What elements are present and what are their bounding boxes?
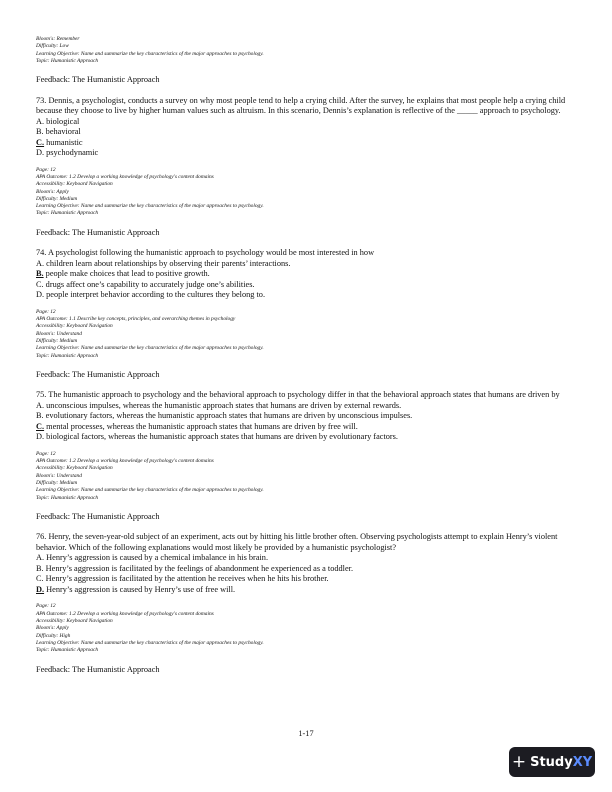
- meta-line: Accessibility: Keyboard Navigation: [36, 465, 113, 472]
- question-metadata: [36, 309, 576, 360]
- meta-line: Difficulty: Medium: [36, 195, 78, 202]
- option-d: D. people interpret behavior according to the cultures they belong to.: [36, 290, 266, 300]
- meta-line: Difficulty: High: [36, 632, 71, 639]
- meta-line: Topic: Humanistic Approach: [36, 352, 99, 359]
- meta-line: Difficulty: Medium: [36, 480, 78, 487]
- question-76: [36, 532, 576, 595]
- meta-line: Learning Objective: Name and summarize the key characteristics of the major approaches to psychology.: [36, 639, 264, 646]
- meta-line: APA Outcome: 1.2 Develop a working knowledge of psychology's content domains: [36, 458, 214, 465]
- option-c: C. Henry’s aggression is facilitated by the attention he receives when he hits his brother.: [36, 574, 329, 584]
- meta-line: APA Outcome: 1.2 Develop a working knowledge of psychology's content domains: [36, 173, 214, 180]
- feedback-line: Feedback: The Humanistic Approach: [36, 511, 160, 521]
- meta-line: Accessibility: Keyboard Navigation: [36, 323, 113, 330]
- question-73: [36, 96, 576, 159]
- meta-line: Page: 12: [36, 603, 56, 610]
- option-a: A. biological: [36, 116, 80, 126]
- option-c-correct: C. humanistic: [36, 137, 83, 147]
- question-metadata: [36, 451, 576, 502]
- meta-line: Page: 12: [36, 450, 56, 457]
- meta-line: APA Outcome: 1.1 Describe key concepts, principles, and overarching themes in psychology: [36, 316, 236, 323]
- option-c-correct: C. mental processes, whereas the humanistic approach states that humans are driven by free will.: [36, 421, 358, 431]
- option-d: D. psychodynamic: [36, 148, 99, 158]
- document-page: [36, 36, 576, 675]
- meta-line: Learning Objective: Name and summarize the key characteristics of the major approaches to psychology.: [36, 345, 264, 352]
- feedback-line: Feedback: The Humanistic Approach: [36, 75, 160, 85]
- meta-line: Page: 12: [36, 308, 56, 315]
- meta-line: Difficulty: Medium: [36, 337, 78, 344]
- option-a: A. unconscious impulses, whereas the humanistic approach states that humans are driven by external rewards.: [36, 400, 402, 410]
- meta-line: Learning Objective: Name and summarize the key characteristics of the major approaches to psychology.: [36, 487, 264, 494]
- meta-line: Accessibility: Keyboard Navigation: [36, 181, 113, 188]
- meta-line: Bloom's: Apply: [36, 188, 69, 195]
- option-b: B. evolutionary factors, whereas the humanistic approach states that humans are driven by unconscious impulses.: [36, 411, 413, 421]
- feedback-line: Feedback: The Humanistic Approach: [36, 369, 160, 379]
- meta-line: Topic: Humanistic Approach: [36, 494, 99, 501]
- option-b: B. behavioral: [36, 127, 81, 137]
- feedback-line: Feedback: The Humanistic Approach: [36, 664, 160, 674]
- option-d: D. biological factors, whereas the humanistic approach states that humans are driven by evolutionary factors.: [36, 432, 398, 442]
- brand-name-accent: XY: [572, 754, 593, 770]
- brand-name: Study: [530, 754, 573, 770]
- plus-icon: +: [511, 752, 527, 772]
- question-74: [36, 248, 576, 301]
- question-metadata: [36, 167, 576, 218]
- option-d-correct: D. Henry’s aggression is caused by Henry’s use of free will.: [36, 584, 236, 594]
- option-b-correct: B. people make choices that lead to positive growth.: [36, 269, 210, 279]
- meta-line: Topic: Humanistic Approach: [36, 210, 99, 217]
- meta-line: Bloom's: Understand: [36, 472, 82, 479]
- question-75: [36, 390, 576, 443]
- meta-line: Accessibility: Keyboard Navigation: [36, 618, 113, 625]
- question-metadata: [36, 36, 576, 65]
- meta-line: Topic: Humanistic Approach: [36, 57, 99, 64]
- question-stem: 73. Dennis, a psychologist, conducts a survey on why most people tend to help a crying child. After the survey, he explains that most people help a crying child because they choose to live by higher human values such as altruism. In this scenario, Dennis’s explanation is reflective of the _____ approach to psychology.: [36, 95, 566, 116]
- question-stem: 76. Henry, the seven-year-old subject of an experiment, acts out by hitting his little brother often. Observing psychologists attempt to explain Henry’s violent behavior. Which of the following explanations would most likely be provided by a humanistic psychologist?: [36, 532, 558, 552]
- question-metadata: [36, 603, 576, 654]
- meta-line: Bloom's: Apply: [36, 625, 69, 632]
- option-b: B. Henry’s aggression is facilitated by the feelings of abandonment he experienced as a toddler.: [36, 563, 354, 573]
- option-c: C. drugs affect one’s capability to accurately judge one’s abilities.: [36, 279, 255, 289]
- meta-line: Page: 12: [36, 166, 56, 173]
- meta-line: Bloom's: Remember: [36, 36, 80, 42]
- option-a: A. Henry’s aggression is caused by a chemical imbalance in his brain.: [36, 553, 269, 563]
- meta-line: Topic: Humanistic Approach: [36, 647, 99, 654]
- studyxy-logo-button[interactable]: [509, 747, 595, 777]
- page-number: 1-17: [298, 729, 314, 738]
- meta-line: Learning Objective: Name and summarize the key characteristics of the major approaches to psychology.: [36, 50, 264, 57]
- question-stem: 75. The humanistic approach to psychology and the behavioral approach to psychology differ in that the behavioral approach states that humans are driven by: [36, 390, 560, 400]
- feedback-line: Feedback: The Humanistic Approach: [36, 227, 160, 237]
- meta-line: Difficulty: Low: [36, 43, 69, 50]
- question-stem: 74. A psychologist following the humanistic approach to psychology would be most interested in how: [36, 248, 375, 258]
- option-a: A. children learn about relationships by observing their parents’ interactions.: [36, 258, 291, 268]
- meta-line: APA Outcome: 1.2 Develop a working knowledge of psychology's content domains: [36, 610, 214, 617]
- meta-line: Learning Objective: Name and summarize the key characteristics of the major approaches to psychology.: [36, 203, 264, 210]
- meta-line: Bloom's: Understand: [36, 330, 82, 337]
